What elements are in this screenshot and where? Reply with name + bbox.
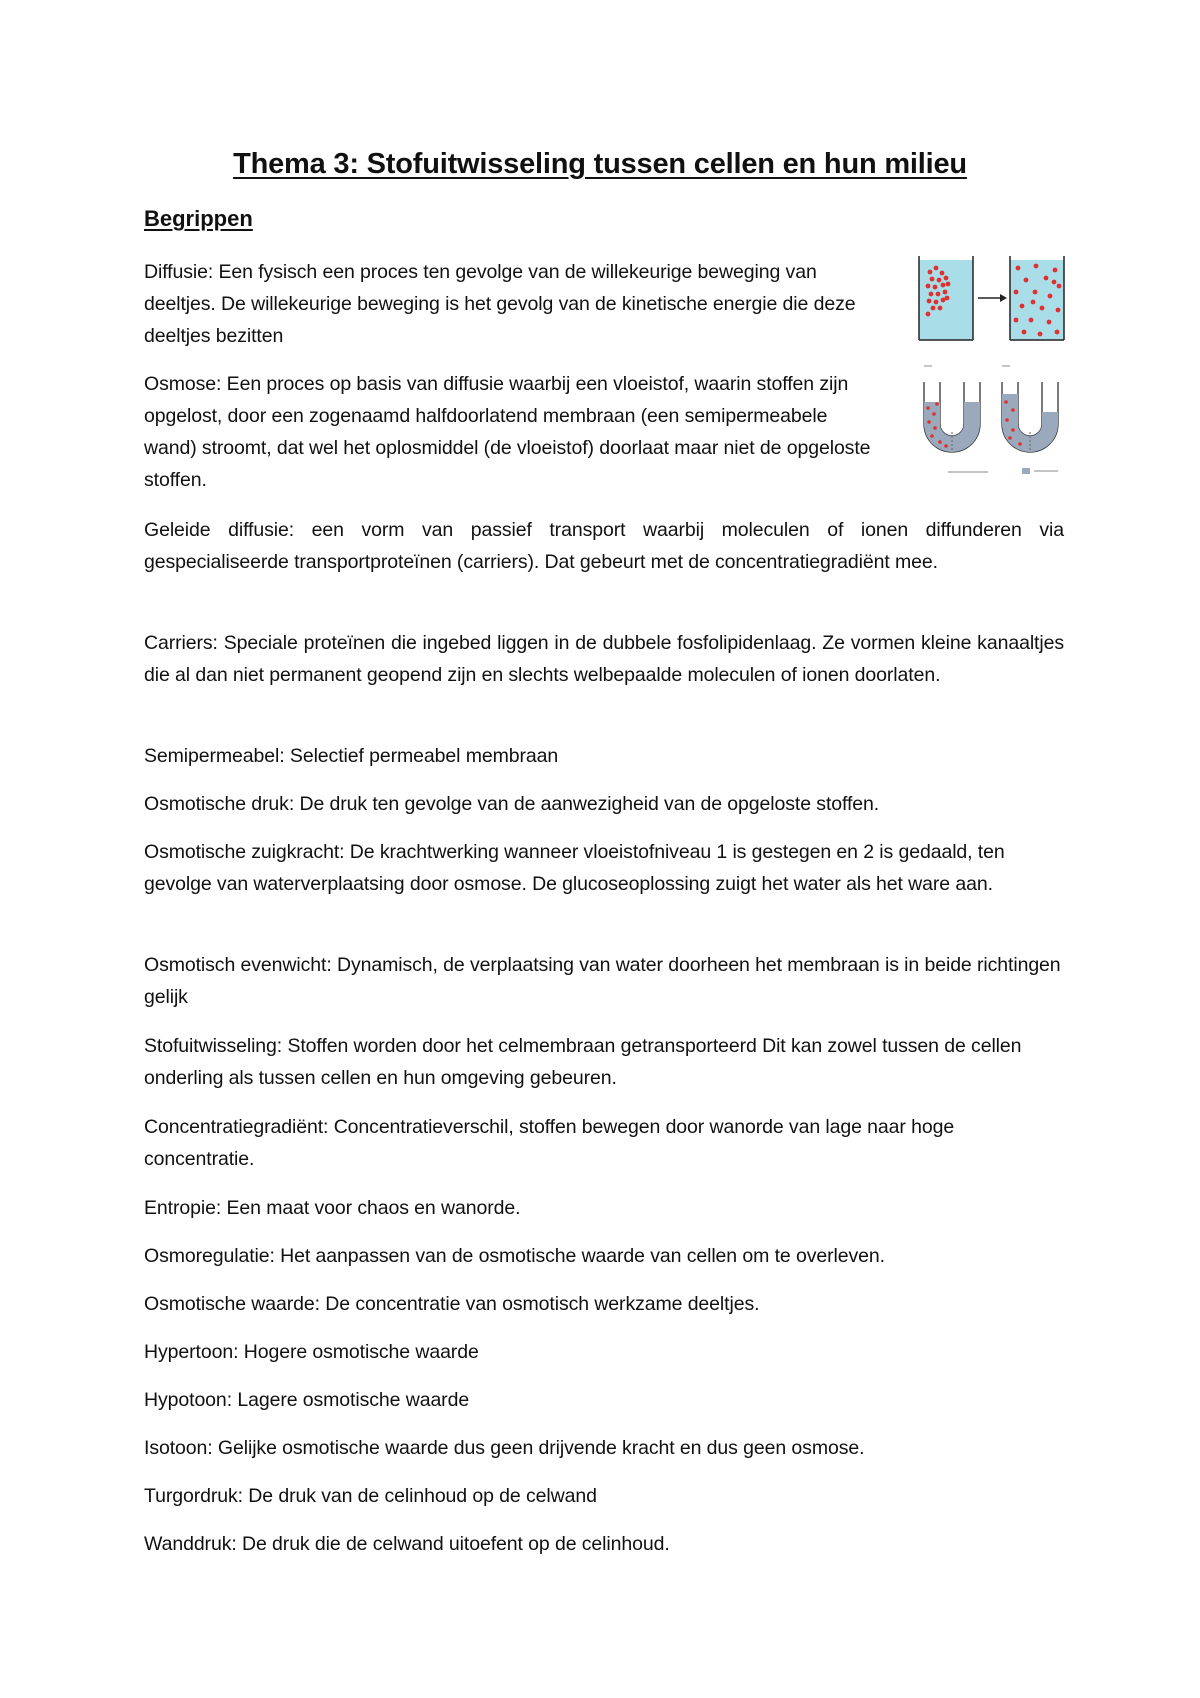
term-label: Diffusie : — [144, 261, 213, 283]
term-definition: De concentratie van osmotisch werkzame deeltjes. — [319, 1293, 760, 1315]
term-label: Osmotische druk : — [144, 793, 294, 815]
term-definition: Stoffen worden door het celmembraan getransporteerd Dit kan zowel tussen de cellen onderling als tussen cellen en hun omgeving gebeuren. — [144, 1035, 1022, 1089]
term-label: Hypotoon : — [144, 1389, 232, 1411]
term-definition: Het aanpassen van de osmotische waarde van cellen om te overleven. — [274, 1245, 885, 1267]
term-definition: Een maat voor chaos en wanorde. — [221, 1197, 521, 1219]
term-definition: Hogere osmotische waarde — [238, 1341, 479, 1363]
definition-osmose — [144, 368, 884, 496]
definition-diffusie — [144, 256, 884, 352]
term-label: Carriers : — [144, 632, 218, 654]
term-label: Geleide diffusie : — [144, 519, 294, 541]
term-definition: De druk die de celwand uitoefent op de celinhoud. — [236, 1533, 670, 1555]
term-definition: Lagere osmotische waarde — [232, 1389, 470, 1411]
page-title: Thema 3: Stofuitwisseling tussen cellen en hun milieu — [233, 148, 967, 180]
term-label: Concentratiegradiënt : — [144, 1116, 328, 1138]
term-label: Hypertoon : — [144, 1341, 238, 1363]
term-label: Osmotisch evenwicht : — [144, 954, 332, 976]
definition-geleide-diffusie — [144, 514, 1064, 578]
term-label: Osmotische waarde : — [144, 1293, 320, 1315]
definition-hypotoon — [144, 1384, 1064, 1416]
term-label: Wanddruk : — [144, 1533, 237, 1555]
definition-wanddruk — [144, 1528, 1064, 1560]
term-label: Osmose : — [144, 373, 221, 395]
term-definition: Dynamisch, de verplaatsing van water doorheen het membraan is in beide richtingen gelijk — [144, 954, 1061, 1008]
definition-concentratiegradient — [144, 1111, 1064, 1175]
term-definition: een vorm van passief transport waarbij moleculen of ionen diffunderen via gespecialiseerde transportproteïnen (carriers). Dat gebeurt met de concentratiegradiënt mee. — [144, 519, 1064, 573]
term-definition: Selectief permeabel membraan — [284, 745, 559, 767]
definition-semipermeabel — [144, 740, 1064, 772]
definition-carriers — [144, 627, 1064, 691]
definition-entropie — [144, 1192, 1064, 1224]
term-label: Isotoon : — [144, 1437, 213, 1459]
term-definition: Concentratieverschil, stoffen bewegen door wanorde van lage naar hoge concentratie. — [144, 1116, 955, 1170]
term-definition: Een fysisch een proces ten gevolge van de willekeurige beweging van deeltjes. De willekeurige beweging is het gevolg van de kinetische energie die deze deeltjes bezitten — [144, 261, 856, 347]
definition-osmotische-zuigkracht — [144, 836, 1064, 900]
definition-isotoon — [144, 1432, 1064, 1464]
term-definition: De druk van de celinhoud op de celwand — [242, 1485, 597, 1507]
term-label: Osmoregulatie : — [144, 1245, 275, 1267]
term-label: Semipermeabel : — [144, 745, 285, 767]
definition-stofuitwisseling — [144, 1030, 1064, 1094]
definition-turgordruk — [144, 1480, 1064, 1512]
definition-hypertoon — [144, 1336, 1064, 1368]
term-definition: Gelijke osmotische waarde dus geen drijvende kracht en dus geen osmose. — [212, 1437, 865, 1459]
definition-osmotisch-evenwicht — [144, 949, 1064, 1013]
term-definition: Een proces op basis van diffusie waarbij een vloeistof, waarin stoffen zijn opgelost, door een zogenaamd halfdoorlatend membraan (een semipermeabele wand) stroomt, dat wel het oplosmiddel (de vloeistof) doorlaat maar niet de opgeloste stoffen. — [144, 373, 871, 491]
definition-osmotische-druk — [144, 788, 1064, 820]
term-definition: De krachtwerking wanneer vloeistofniveau 1 is gestegen en 2 is gedaald, ten gevolge van waterverplaatsing door osmose. De glucoseoplossing zuigt het water als het ware aan. — [144, 841, 1005, 895]
term-label: Stofuitwisseling : — [144, 1035, 282, 1057]
definition-osmotische-waarde — [144, 1288, 1064, 1320]
section-heading: Begrippen — [144, 206, 253, 231]
definition-osmoregulatie — [144, 1240, 1064, 1272]
term-definition: De druk ten gevolge van de aanwezigheid van de opgeloste stoffen. — [294, 793, 880, 815]
term-label: Turgordruk : — [144, 1485, 243, 1507]
term-label: Osmotische zuigkracht : — [144, 841, 344, 863]
diffusion-beakers-icon — [918, 254, 1066, 344]
term-label: Entropie : — [144, 1197, 221, 1219]
u-tube-osmosis-icon — [918, 362, 1066, 480]
term-definition: Speciale proteïnen die ingebed liggen in de dubbele fosfolipidenlaag. Ze vormen kleine kanaaltjes die al dan niet permanent geopend zijn en slechts welbepaalde moleculen of ionen doorlaten. — [144, 632, 1064, 686]
